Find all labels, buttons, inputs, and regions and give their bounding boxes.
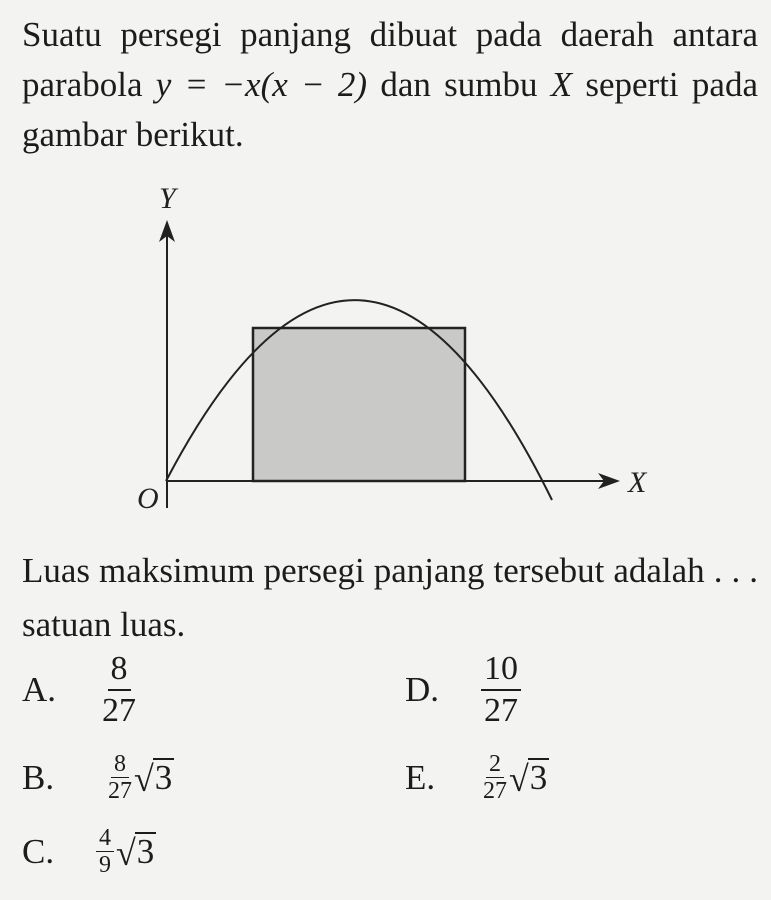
option-e-letter: E. (405, 757, 436, 797)
option-b-letter: B. (22, 757, 55, 797)
option-b-fraction (108, 752, 132, 803)
option-e-fraction (483, 752, 507, 803)
option-a-fraction (102, 652, 136, 728)
option-c-numerator: 4 (96, 826, 114, 852)
sqrt-symbol-icon: √ (134, 758, 154, 799)
option-e-numerator: 2 (486, 752, 504, 778)
option-a-denominator: 27 (102, 692, 136, 729)
option-b-numerator: 8 (111, 752, 129, 778)
sqrt-symbol-icon: √ (116, 832, 136, 873)
parabola-figure (120, 170, 650, 530)
option-b-denominator: 27 (108, 778, 132, 804)
axis-name: X (550, 65, 573, 104)
option-d-fraction (481, 652, 521, 728)
option-b-radicand: 3 (154, 758, 173, 798)
problem-text-1: Suatu persegi panjang dibuat pada daerah antara parabola (22, 15, 758, 104)
option-c-letter: C. (22, 831, 55, 871)
option-a[interactable] (22, 652, 136, 728)
option-a-letter: A. (22, 670, 57, 709)
inscribed-rectangle (253, 328, 465, 481)
option-e[interactable] (405, 752, 549, 803)
option-d[interactable] (405, 652, 521, 728)
x-axis-label: X (628, 466, 647, 499)
option-b-sqrt (134, 758, 174, 797)
problem-text-3: seperti pada gambar berikut. (22, 65, 758, 154)
y-axis-label: Y (159, 182, 176, 215)
option-d-numerator: 10 (481, 652, 521, 691)
option-e-radicand: 3 (529, 758, 548, 798)
option-d-denominator: 27 (484, 692, 518, 729)
option-c-fraction (96, 826, 114, 877)
option-e-denominator: 27 (483, 778, 507, 804)
problem-text-2: dan sumbu (367, 65, 551, 104)
origin-label: O (137, 482, 159, 515)
option-a-numerator: 8 (108, 652, 131, 691)
option-c-denominator: 9 (99, 852, 111, 878)
option-e-sqrt (509, 758, 549, 797)
problem-statement (22, 10, 758, 160)
question-text: Luas maksimum persegi panjang tersebut adalah . . . satuan luas. (22, 551, 758, 644)
option-c-radicand: 3 (136, 832, 155, 872)
option-c-sqrt (116, 832, 156, 871)
parabola-equation: y = −x(x − 2) (155, 65, 368, 104)
option-b[interactable] (22, 752, 174, 803)
option-d-letter: D. (405, 670, 440, 709)
option-c[interactable] (22, 826, 156, 877)
sqrt-symbol-icon: √ (509, 758, 529, 799)
